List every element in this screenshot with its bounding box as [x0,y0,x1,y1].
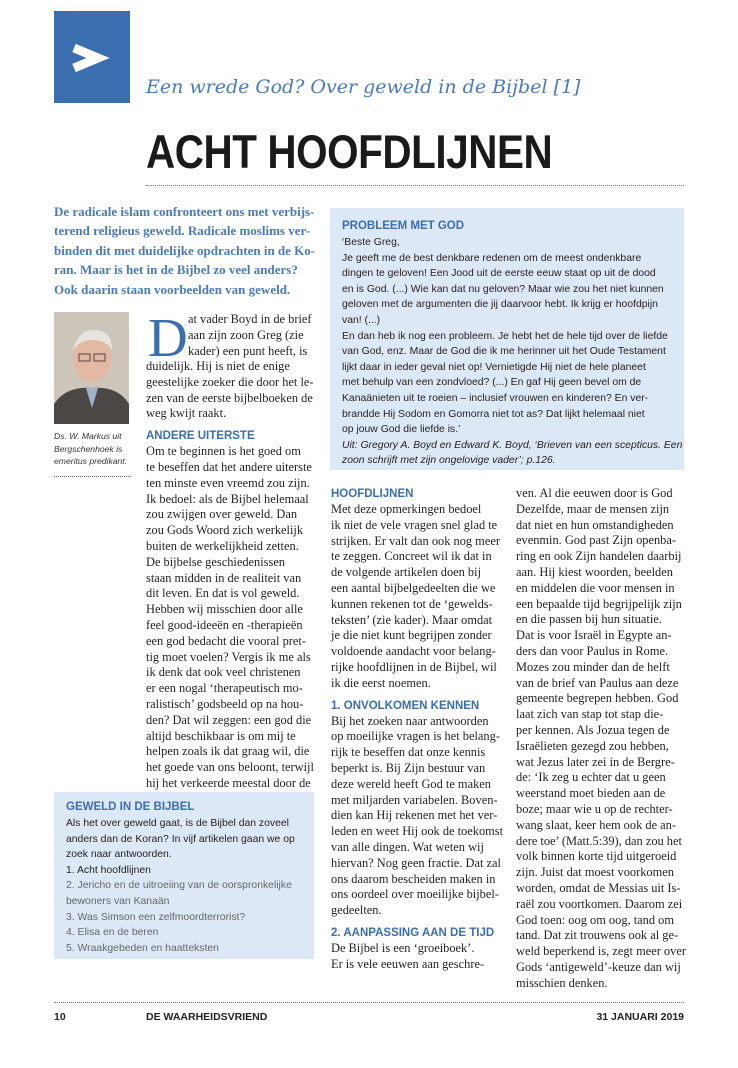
text-line: er een nogal ‘therapeutisch mo- [146,681,303,696]
text-line: dit leven. En dat is vol geweld. [146,586,300,601]
text-line: van alle dingen. Wat weten wij [331,839,484,854]
quote-box [330,208,684,470]
column-1-text [146,359,321,808]
text-line: te beseffen dat het andere uiterste [146,459,312,474]
dropcap-text [188,312,318,359]
text-line: rijke hoofdlijnen in de Bijbel, wil [331,659,497,674]
column-3-text [516,486,688,992]
section-heading: 1. ONVOLKOMEN KENNEN [331,699,480,712]
text-line: zou Gods Woord zich werkelijk [146,523,304,538]
text-line: weerstand moet bieden aan de [516,786,666,801]
text-line: ik denk dat ook veel christenen [146,665,301,680]
page-title: ACHT HOOFDLIJNEN [146,125,553,178]
quote-line: lijkt daar in ieder geval niet op! Vernietigde Hij niet de hele planeet [342,361,646,373]
text-line: ders dan voor Paulus in Rome. [516,643,669,658]
text-line: weld beperkend is, zegt meer over [516,944,686,959]
text-line: deze wereld heeft God te maken [331,776,491,791]
text-line: geestelijke zoeker die door het le- [146,374,314,389]
text-line: dat niet en hun omstandigheden [516,517,674,532]
text-line: Mozes zou minder dan de helft [516,659,670,674]
source-line: Uit: Gregory A. Boyd en Edward K. Boyd, ‘Brieven van een scepticus. Een [342,439,683,451]
text-line: gedeelten. [331,903,382,918]
intro-line: De radicale islam confronteert ons met verbijs- [54,204,315,219]
quote-line: op jouw God die liefde is.’ [342,424,461,436]
caption-line: Bergschenhoek is [54,443,123,454]
text-line: ten minste even vreemd zou zijn. [146,475,310,490]
text-line: den? Dat wil zeggen: een god die [146,712,312,727]
series-item: 3. Was Simson een zelfmoordterrorist? [66,911,246,923]
text-line: misschien denken. [516,975,608,990]
text-line: ons daarom bescheiden maken in [331,871,496,886]
text-line: raël zou voortkomen. Daarom zei [516,896,683,911]
text-line: strijken. Er valt dan ook nog meer [331,533,500,548]
text-line: zijn. Juist dat moest voorkomen [516,865,674,880]
text-line: ven. Al die eeuwen door is God [516,486,673,500]
text-line: kunnen rekenen tot de ‘gewelds- [331,596,493,611]
quote-line: En dan heb ik nog een probleem. Je hebt het de hele tijd over de liefde [342,330,668,342]
text-line: hiervan? Nog geen fractie. Dat zal [331,855,501,870]
section-heading: 2. AANPASSING AAN DE TIJD [331,926,495,939]
text-line: God toen: oog om oog, tand om [516,912,674,927]
quote-line: en is God. (...) Wie kan dat nu geloven? Maar wie zou het niet kunnen [342,283,664,295]
text-line: buiten de werkelijkheid zetten. [146,538,299,553]
text-line: volk binnen korte tijd uitgeroeid [516,849,677,864]
text-line: wang slaat, keer hem ook de an- [516,817,676,832]
series-title: Een wrede God? Over geweld in de Bijbel [1] [146,76,581,98]
text-line: met miljarden variabelen. Boven- [331,792,498,807]
issue-date: 31 JANUARI 2019 [596,1011,684,1023]
quote-line: brandde Hij Sodom en Gomorra niet tot as? Dat lijkt helemaal niet [342,408,645,420]
text-line: van de brief van Paulus aan deze [516,675,679,690]
series-item: bewoners van Kanaän [66,895,170,907]
text-line: een god bedacht die vooral pret- [146,633,306,648]
text-line: aan. Hij kiest woorden, beelden [516,564,673,579]
intro-line: ran. Maar is het in de Bijbel zo veel anders? [54,262,298,278]
chevron-right-icon [54,11,130,103]
text-line: Ik bedoel: als de Bijbel helemaal [146,491,309,506]
text-line: ons oordeel over moeilijke bijbel- [331,887,499,902]
caption-line: emeritus predikant. [54,456,128,466]
box-text-line: Als het over geweld gaat, is de Bijbel dan zoveel [66,818,289,829]
text-line: boze; maar wie u op de rechter- [516,801,673,816]
magazine-name: DE WAARHEIDSVRIEND [146,1011,268,1023]
text-line: worden, omdat de Messias uit Is- [516,880,681,895]
text-line: tand. Dat zit trouwens ook al ge- [516,928,679,943]
quote-line: Kanaänieten uit te roeien – inclusief vrouwen en kinderen? En ver- [342,392,649,404]
text-line: weg kwijt raakt. [146,406,227,421]
text-line: dien kan Hij rekenen met het ver- [331,808,498,823]
text-line: Israëlieten gezegd zou hebben, [516,738,669,753]
series-box [54,792,314,959]
text-line: dere toe’ (Matt.5:39), dan zou het [516,833,682,848]
page-number: 10 [54,1011,66,1023]
text-line: aan zijn zoon Greg (zie [188,327,304,342]
intro-line: terend religieus geweld. Radicale moslims ver- [54,223,311,239]
text-line: Met deze opmerkingen bedoel [331,502,482,516]
quote-line: ‘Beste Greg, [342,237,400,248]
section-heading: HOOFDLIJNEN [331,488,414,500]
quote-line: van! (...) [342,314,381,326]
quote-line: Je geeft me de best denkbare redenen om de meest ondenkbare [342,252,642,264]
text-line: voldoende aandacht voor belang- [331,644,496,659]
text-line: op moeilijke vragen is het belang- [331,729,500,744]
text-line: Om te beginnen is het goed om [146,444,301,459]
text-line: Er is vele eeuwen aan geschre- [331,956,485,971]
text-line: gemeente begrepen hebben. God [516,691,679,706]
text-line: evenmin. God past Zijn openba- [516,533,677,548]
text-line: per kennen. Als Jozua tegen de [516,722,670,737]
section-marker [54,11,130,103]
text-line: altijd beschikbaar is om mij te [146,728,296,743]
text-line: de: ‘Ik zeg u echter dat u geen [516,770,666,785]
text-line: zen van de eerste bijbelboeken de [146,390,313,405]
text-line: rijk te beseffen dat onze kennis [331,745,486,760]
text-line: wat Jezus later zei in de Bergre- [516,754,675,769]
text-line: een aantal bijbelgedeelten die we [331,580,496,595]
text-line: hij het verkeerde meestal door de [146,775,311,790]
quote-line: van God, enz. Maar de God die ik me herinner uit het Oude Testament [342,346,666,358]
box-text-line: zoek naar antwoorden. [66,849,172,861]
author-photo [54,312,129,424]
text-line: je die niet kunt begrijpen zonder [331,628,492,643]
text-line: kader) een punt heeft, is [188,343,308,358]
quote-line: geloven met de argumenten die jij daarvoor hebt. Ik krijg er hoofdpijn [342,299,658,311]
intro-lead [54,202,316,299]
portrait-icon [54,312,129,424]
series-item: 5. Wraakgebeden en haatteksten [66,942,219,954]
text-line: ik niet de vele vragen snel glad te [331,517,498,532]
text-line: te zeggen. Concreet wil ik dat in [331,549,492,564]
quote-line: met behulp van een zondvloed? (...) En gaf Hij geen bevel om de [342,377,642,389]
title-divider [146,185,684,186]
text-line: het goede van ons beloont, terwijl [146,760,314,775]
text-line: helpen zoals ik dat graag wil, die [146,744,310,759]
series-item: 1. Acht hoofdlijnen [66,864,151,876]
text-line: Dezelfde, maar de mensen zijn [516,501,670,516]
box-heading: PROBLEEM MET GOD [342,220,465,232]
caption-line: Ds. W. Markus uit [54,431,122,441]
text-line: en middelen die voor mensen in [516,580,675,595]
text-line: at vader Boyd in de brief [188,312,312,326]
box-text-line: anders dan de Koran? In vijf artikelen gaan we op [66,833,295,845]
text-line: een bepaalde tijd begrijpelijk zijn [516,596,682,611]
text-line: laat zich van stap tot stap die- [516,707,664,722]
text-line: tig moet voelen? Vergis ik me als [146,649,311,664]
text-line: ralistisch’ godsbeeld op na hou- [146,696,304,711]
box-heading: GEWELD IN DE BIJBEL [66,801,195,813]
text-line: Dat is voor Israël in Egypte an- [516,628,672,643]
section-heading: ANDERE UITERSTE [146,430,255,443]
series-item: 2. Jericho en de uitroeiing van de oorspronkelijke [66,880,292,892]
text-line: De bijbelse geschiedenissen [146,554,286,569]
text-line: Gods ‘antigeweld’-keuze dan wij [516,959,681,974]
text-line: Bij het zoeken naar antwoorden [331,713,489,728]
series-item: 4. Elisa en de beren [66,927,159,939]
text-line: en die passen bij hun situatie. [516,612,662,627]
quote-line: dingen te geloven! Een Jood uit de eerste eeuw staat op uit de dood [342,268,656,280]
intro-line: binden dit met duidelijke opdrachten in de Ko- [54,242,316,258]
text-line: teksten’ (zie kader). Maar omdat [331,612,493,627]
text-line: leden en weet Hij ook de toekomst [331,824,504,839]
text-line: ring en ook Zijn handelen daarbij [516,549,682,564]
source-line: zoon schrijft met zijn ongelovige vader’; p.126. [342,455,556,467]
column-2-text [331,486,503,973]
footer-divider [54,1002,684,1003]
photo-caption [54,430,131,468]
text-line: zou zwijgen over geweld. Dan [146,507,298,522]
drop-cap: D [148,307,188,368]
text-line: duidelijk. Hij is niet de enige [146,359,290,373]
text-line: feel good-ideeën en -therapieën [146,617,303,632]
text-line: de volgende artikelen doen bij [331,565,482,580]
text-line: staan midden in de realiteit van [146,570,302,585]
caption-divider [54,476,131,477]
text-line: beperkt is. Bij Zijn bestuur van [331,760,486,775]
text-line: Hebben wij misschien door alle [146,602,303,617]
text-line: ik die eerst noemen. [331,675,431,690]
intro-line: Ook daarin staan voorbeelden van geweld. [54,281,291,297]
text-line: De Bijbel is een ‘groeiboek’. [331,940,475,955]
